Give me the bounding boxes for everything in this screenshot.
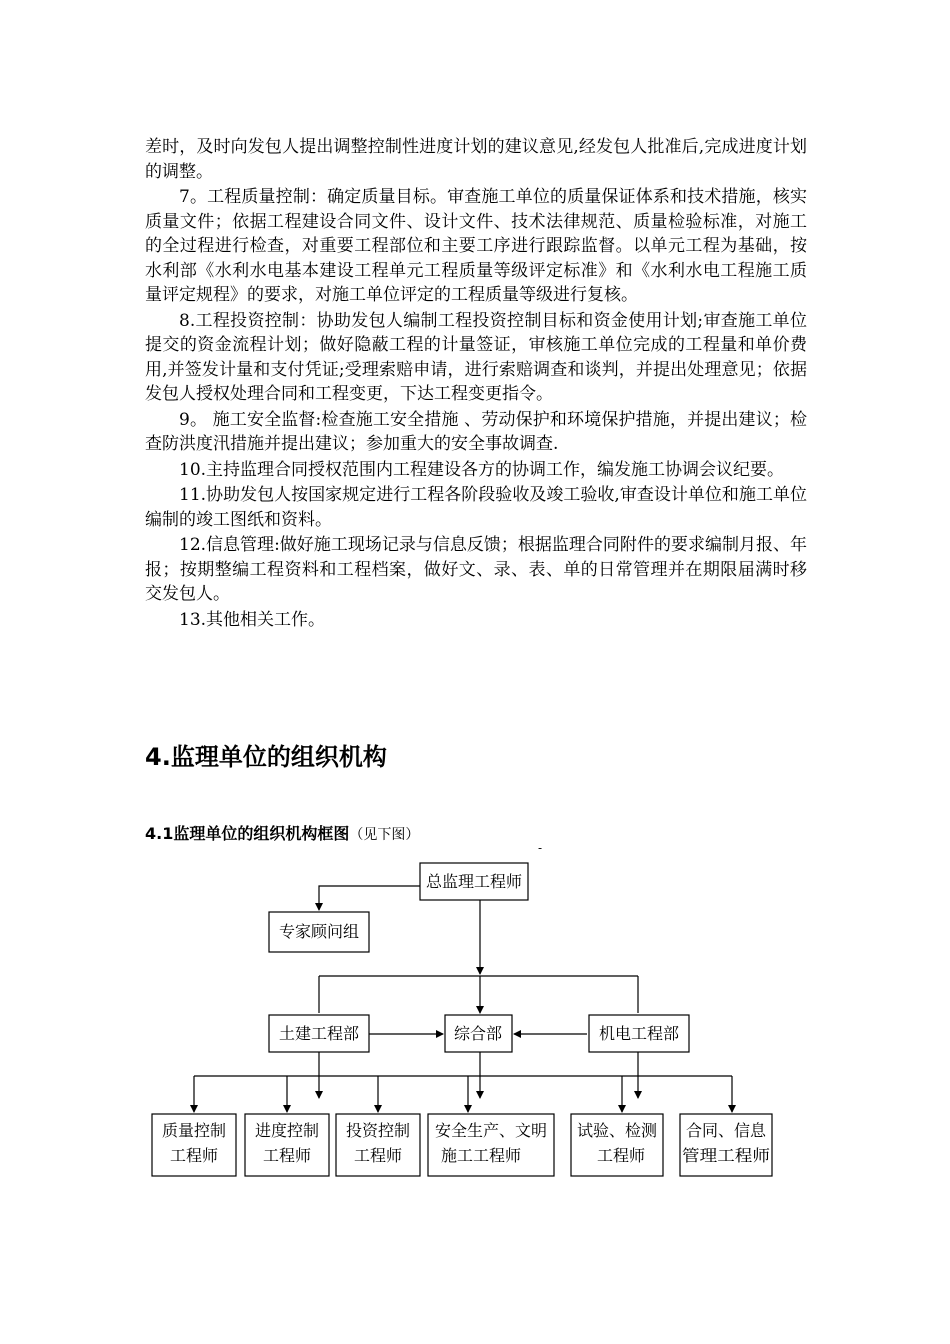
section-heading: 4.监理单位的组织机构 xyxy=(145,743,387,771)
testing-line2: 工程师 xyxy=(596,1146,646,1165)
box-safety-engineer xyxy=(428,1114,554,1176)
testing-line1: 试验、检测 xyxy=(576,1121,658,1140)
box-general-label: 综合部 xyxy=(453,1024,503,1043)
paragraph-other: 13.其他相关工作。 xyxy=(179,609,326,630)
box-investment-engineer xyxy=(336,1114,420,1176)
paragraph-schedule-end: 差时，及时向发包人提出调整控制性进度计划的建议意见,经发包人批准后,完成进度计划的调整。 xyxy=(145,137,807,182)
quality-line1: 质量控制 xyxy=(161,1121,227,1140)
paragraph-investment-control: 8.工程投资控制：协助发包人编制工程投资控制目标和资金使用计划;审查施工单位提交的资金流程计划；做好隐蔽工程的计量签证，审核施工单位完成的工程量和单价费用,并签发计量和支付凭证;受理索赔申请，进行索赔调查和谈判，并提出处理意见；依据发包人授权处理合同和工程变更，下达工程变更指令。 xyxy=(145,310,807,404)
box-expert-group xyxy=(269,912,369,952)
schedule-line1: 进度控制 xyxy=(254,1121,320,1140)
quality-line2: 工程师 xyxy=(169,1146,219,1165)
box-contract-engineer xyxy=(680,1114,772,1176)
sub-heading-title: 4.1监理单位的组织机构框图 xyxy=(145,824,350,843)
box-civil-label: 土建工程部 xyxy=(278,1024,360,1043)
schedule-line2: 工程师 xyxy=(262,1146,312,1165)
sub-heading-note: （见下图） xyxy=(349,827,420,843)
paragraph-quality-control: 7。工程质量控制：确定质量目标。审查施工单位的质量保证体系和技术措施，核实质量文件；依据工程建设合同文件、设计文件、技术法律规范、质量检验标准，对施工的全过程进行检查，对重要工程部位和主要工序进行跟踪监督。以单元工程为基础，按水利部《水利水电基本建设工程单元工程质量等级评定标准》和《水利水电工程施工质量评定规程》的要求，对施工单位评定的工程质量等级进行复核。 xyxy=(145,187,807,305)
box-general-dept xyxy=(445,1015,512,1052)
box-civil-dept xyxy=(269,1015,369,1052)
box-mech-label: 机电工程部 xyxy=(598,1024,680,1043)
box-mech-dept xyxy=(589,1015,689,1052)
box-testing-engineer xyxy=(571,1114,663,1176)
paragraph-coordination: 10.主持监理合同授权范围内工程建设各方的协调工作，编发施工协调会议纪要。 xyxy=(179,459,785,480)
paragraph-safety-supervision: 9。 施工安全监督:检查施工安全措施 、劳动保护和环境保护措施，并提出建议；检查防洪度汛措施并提出建议；参加重大的安全事故调查. xyxy=(145,409,807,454)
paragraph-information: 12.信息管理:做好施工现场记录与信息反馈；根据监理合同附件的要求编制月报、年报；按期整编工程资料和工程档案，做好文、录、表、单的日常管理并在期限届满时移交发包人。 xyxy=(145,535,807,604)
contract-line1: 合同、信息 xyxy=(685,1121,767,1140)
paragraph-acceptance: 11.协助发包人按国家规定进行工程各阶段验收及竣工验收,审查设计单位和施工单位编制的竣工图纸和资料。 xyxy=(145,485,807,530)
box-quality-engineer xyxy=(152,1114,236,1176)
box-schedule-engineer xyxy=(245,1114,329,1176)
safety-line1: 安全生产、文明 xyxy=(434,1121,548,1140)
stray-dash: - xyxy=(538,841,543,855)
box-chief-engineer xyxy=(420,863,528,900)
investment-line1: 投资控制 xyxy=(345,1121,411,1140)
investment-line2: 工程师 xyxy=(353,1146,403,1165)
box-expert-label: 专家顾问组 xyxy=(278,922,360,941)
safety-line2: 施工工程师 xyxy=(440,1146,522,1165)
box-chief-label: 总监理工程师 xyxy=(425,872,523,891)
contract-line2: 管理工程师 xyxy=(682,1146,770,1165)
